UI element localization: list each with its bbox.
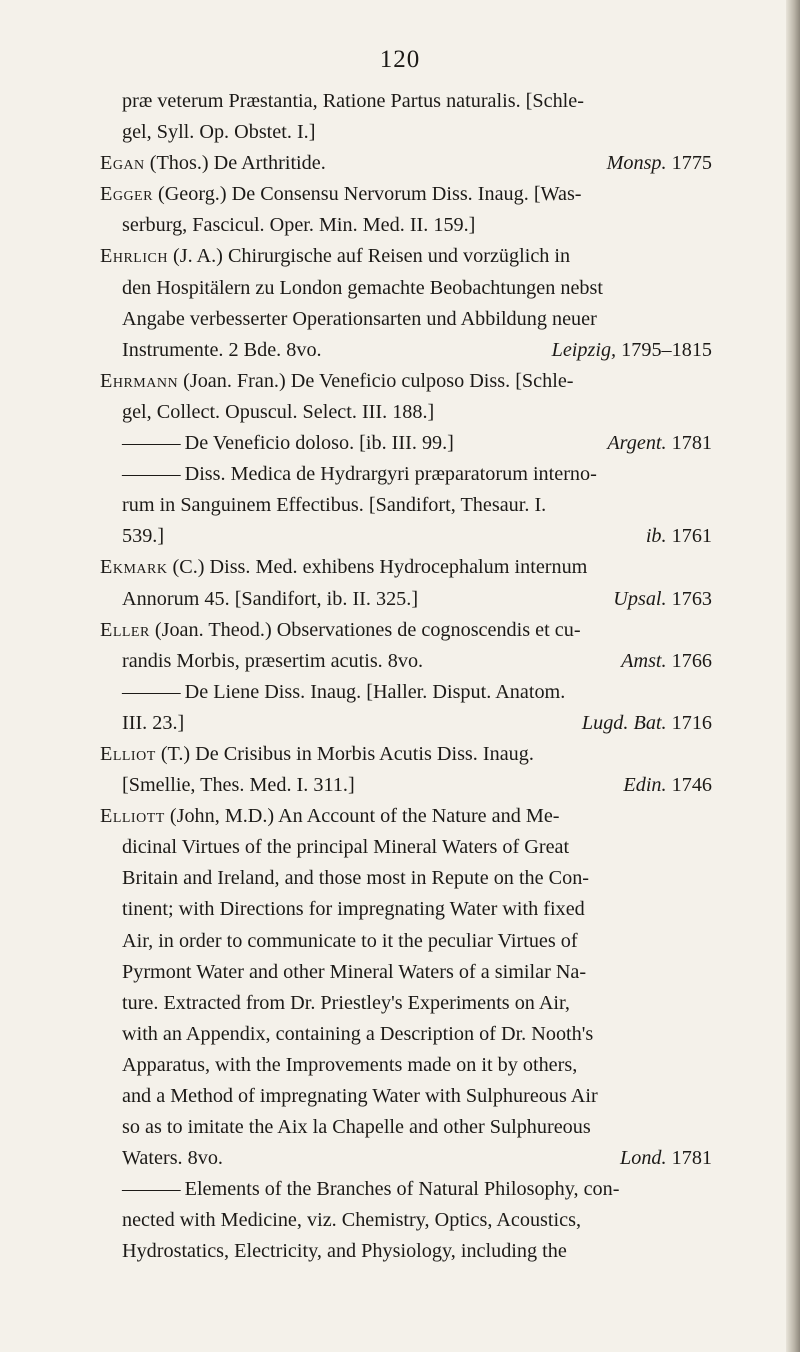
text-line: [100, 739, 712, 770]
entry-text: De Veneficio doloso. [ib. III. 99.]: [179, 432, 454, 455]
author-surname: Egger: [100, 183, 153, 206]
text-line: [100, 1112, 712, 1143]
text-line: [100, 1205, 712, 1236]
imprint-place: ib.: [645, 525, 667, 548]
text-line: [100, 304, 712, 335]
entry-text: tinent; with Directions for impregnating Water with fixed: [122, 898, 585, 921]
text-line: [100, 584, 712, 615]
imprint-place: Amst.: [621, 649, 667, 672]
imprint: [613, 584, 712, 615]
author-surname: Ehrmann: [100, 369, 179, 392]
entry-text: (Joan. Theod.) Observationes de cognoscendis et cu-: [149, 618, 581, 641]
imprint-place: Argent.: [607, 432, 667, 455]
imprint-place: Monsp.: [606, 152, 667, 175]
imprint-place: Lond.: [620, 1147, 667, 1170]
entry-text: Pyrmont Water and other Mineral Waters of a similar Na-: [122, 960, 587, 983]
text-line: [100, 770, 712, 801]
imprint: [621, 646, 712, 677]
text-line: [100, 552, 712, 583]
ditto-dash: ———: [122, 463, 180, 486]
imprint-place: Leipzig,: [551, 338, 617, 361]
text-line: [100, 894, 712, 925]
entry-text: Angabe verbesserter Operationsarten und Abbildung neuer: [122, 307, 597, 330]
imprint: [646, 521, 712, 552]
ditto-dash: ———: [122, 432, 180, 455]
entry-text: Diss. Medica de Hydrargyri præparatorum interno-: [179, 463, 597, 486]
author-surname: Ekmark: [100, 556, 168, 579]
text-line: [100, 521, 712, 552]
bibliography-text: [100, 86, 712, 1268]
imprint-place: Lugd. Bat.: [581, 711, 667, 734]
text-line: [100, 677, 712, 708]
imprint-year: 1781: [671, 432, 712, 455]
entry-text: so as to imitate the Aix la Chapelle and other Sulphureous: [122, 1116, 591, 1139]
text-line: [100, 1236, 712, 1267]
entry-text: ture. Extracted from Dr. Priestley's Experiments on Air,: [122, 991, 570, 1014]
author-surname: Egan: [100, 152, 145, 175]
imprint: [620, 1143, 712, 1174]
imprint: [607, 148, 712, 179]
entry-text: and a Method of impregnating Water with Sulphureous Air: [122, 1085, 598, 1107]
entry-text: Annorum 45. [Sandifort, ib. II. 325.]: [122, 587, 419, 610]
author-surname: Elliott: [100, 805, 165, 828]
entry-text: gel, Syll. Op. Obstet. I.]: [122, 121, 316, 144]
imprint-year: 1746: [671, 774, 712, 797]
entry-text: (John, M.D.) An Account of the Nature and Me-: [164, 805, 560, 828]
imprint-year: 1766: [671, 649, 712, 672]
text-line: [100, 366, 712, 397]
entry-text: with an Appendix, containing a Description of Dr. Nooth's: [122, 1022, 594, 1045]
entry-text: Britain and Ireland, and those most in Repute on the Con-: [122, 867, 590, 890]
imprint: [582, 708, 712, 739]
entry-text: III. 23.]: [122, 711, 185, 734]
imprint: [607, 428, 712, 459]
page-edge-shadow: [786, 0, 800, 1352]
text-line: [100, 1081, 712, 1112]
entry-text: (Joan. Fran.) De Veneficio culposo Diss. [Schle-: [178, 369, 574, 392]
entry-text: (C.) Diss. Med. exhibens Hydrocephalum internum: [167, 556, 588, 579]
text-line: [100, 335, 712, 366]
text-line: [100, 148, 712, 179]
entry-text: Air, in order to communicate to it the peculiar Virtues of: [122, 929, 578, 952]
entry-text: randis Morbis, præsertim acutis. 8vo.: [122, 649, 424, 672]
text-line: [100, 1174, 712, 1205]
text-line: [100, 926, 712, 957]
text-line: [100, 832, 712, 863]
entry-text: præ veterum Præstantia, Ratione Partus naturalis. [Schle-: [122, 90, 584, 112]
text-line: [100, 428, 712, 459]
imprint-place: Upsal.: [613, 587, 667, 610]
ditto-dash: ———: [122, 680, 180, 703]
text-line: [100, 179, 712, 210]
entry-text: (Thos.) De Arthritide.: [144, 152, 326, 175]
imprint-year: 1716: [671, 711, 712, 734]
entry-text: [Smellie, Thes. Med. I. 311.]: [122, 774, 355, 797]
text-line: [100, 863, 712, 894]
entry-text: Elements of the Branches of Natural Philosophy, con-: [179, 1178, 620, 1201]
entry-text: (T.) De Crisibus in Morbis Acutis Diss. Inaug.: [155, 742, 534, 765]
entry-text: Hydrostatics, Electricity, and Physiology, including the: [122, 1240, 567, 1263]
text-line: [100, 1050, 712, 1081]
entry-text: Apparatus, with the Improvements made on it by others,: [122, 1053, 578, 1076]
text-line: [100, 1143, 712, 1174]
author-surname: Eller: [100, 618, 150, 641]
imprint-year: 1761: [671, 525, 712, 548]
entry-text: serburg, Fascicul. Oper. Min. Med. II. 159.]: [122, 214, 476, 237]
text-line: [100, 490, 712, 521]
text-line: [100, 708, 712, 739]
entry-text: De Liene Diss. Inaug. [Haller. Disput. Anatom.: [179, 680, 566, 703]
text-line: [100, 646, 712, 677]
imprint-year: 1763: [671, 587, 712, 610]
text-line: [100, 210, 712, 241]
ditto-dash: ———: [122, 1178, 180, 1201]
text-line: [100, 1019, 712, 1050]
text-line: [100, 241, 712, 272]
text-line: [100, 988, 712, 1019]
entry-text: (J. A.) Chirurgische auf Reisen und vorzüglich in: [167, 245, 571, 268]
text-line: [100, 86, 712, 117]
page-number: 120: [379, 46, 421, 73]
entry-text: rum in Sanguinem Effectibus. [Sandifort, Thesaur. I.: [122, 494, 547, 517]
imprint-year: 1795–1815: [621, 338, 712, 361]
entry-text: (Georg.) De Consensu Nervorum Diss. Inaug. [Was-: [152, 183, 582, 206]
entry-text: Instrumente. 2 Bde. 8vo.: [122, 338, 322, 361]
text-line: [100, 459, 712, 490]
entry-text: Waters. 8vo.: [122, 1147, 223, 1170]
imprint-place: Edin.: [623, 774, 667, 797]
entry-text: nected with Medicine, viz. Chemistry, Optics, Acoustics,: [122, 1209, 581, 1232]
text-line: [100, 801, 712, 832]
imprint: [552, 335, 712, 366]
entry-text: dicinal Virtues of the principal Mineral Waters of Great: [122, 836, 570, 859]
text-line: [100, 615, 712, 646]
imprint-year: 1781: [671, 1147, 712, 1170]
text-line: [100, 397, 712, 428]
imprint: [623, 770, 712, 801]
entry-text: gel, Collect. Opuscul. Select. III. 188.]: [122, 400, 435, 423]
author-surname: Elliot: [100, 742, 156, 765]
text-line: [100, 273, 712, 304]
text-line: [100, 957, 712, 988]
text-line: [100, 117, 712, 148]
imprint-year: 1775: [671, 152, 712, 175]
author-surname: Ehrlich: [100, 245, 168, 268]
entry-text: den Hospitälern zu London gemachte Beobachtungen nebst: [122, 276, 603, 299]
entry-text: 539.]: [122, 525, 165, 548]
